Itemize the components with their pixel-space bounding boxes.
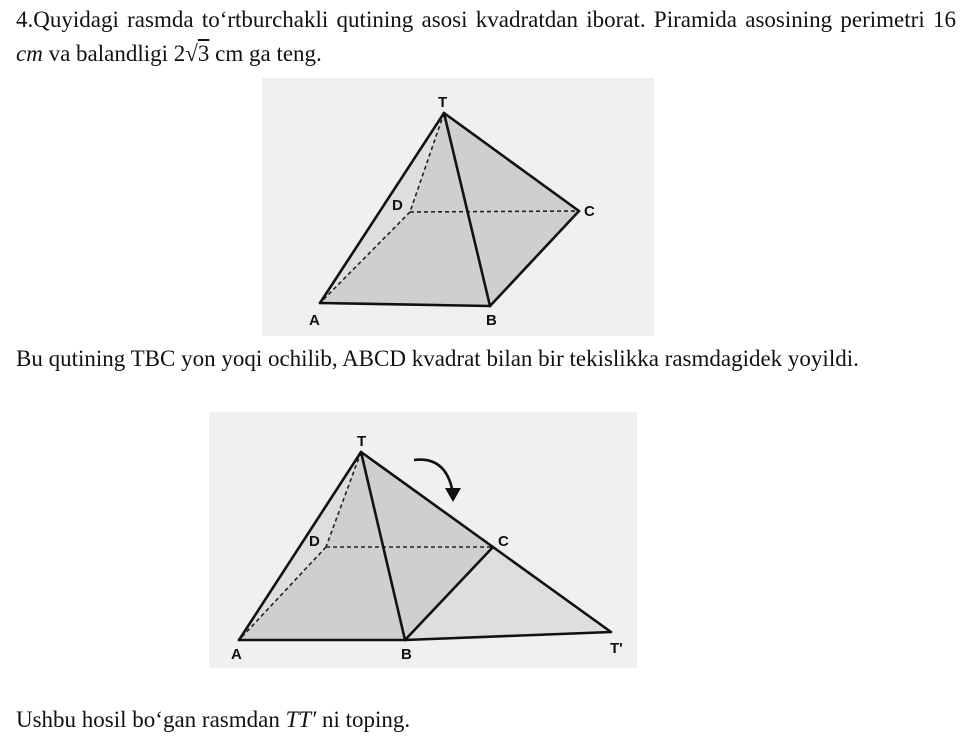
question-expression: TT′	[285, 707, 317, 732]
label-a: A	[231, 646, 242, 663]
label-b: B	[486, 312, 497, 329]
question-text-2: ni toping.	[316, 707, 411, 732]
label-t: T	[438, 94, 448, 111]
label-d: D	[392, 197, 403, 214]
unfolded-figure	[209, 412, 637, 668]
problem-text-2: va balandligi 2	[42, 41, 186, 66]
problem-text-1: 4.Quyidagi rasmda to‘rtburchakli qutining asosi kvadratdan iborat. Piramida asosining perimetri 16	[16, 7, 956, 32]
label-d: D	[309, 533, 320, 550]
question-text-1: Ushbu hosil bo‘gan rasmdan	[16, 707, 286, 732]
question	[16, 703, 956, 737]
label-t: T	[357, 433, 367, 450]
problem-statement	[16, 3, 956, 71]
pyramid-figure	[262, 78, 654, 336]
label-t-prime: T'	[610, 640, 623, 657]
sqrt-radicand: 3	[197, 41, 210, 66]
label-b: B	[401, 646, 412, 663]
unit-cm: cm	[16, 41, 43, 66]
unfold-description: Bu qutining TBC yon yoqi ochilib, ABCD kvadrat bilan bir tekislikka rasmdagidek yoyildi.	[16, 346, 859, 371]
label-c: C	[498, 533, 509, 550]
label-a: A	[309, 312, 320, 329]
label-c: C	[584, 203, 595, 220]
problem-text-3: cm ga teng.	[209, 41, 322, 66]
sqrt-expression: √3	[185, 41, 210, 66]
